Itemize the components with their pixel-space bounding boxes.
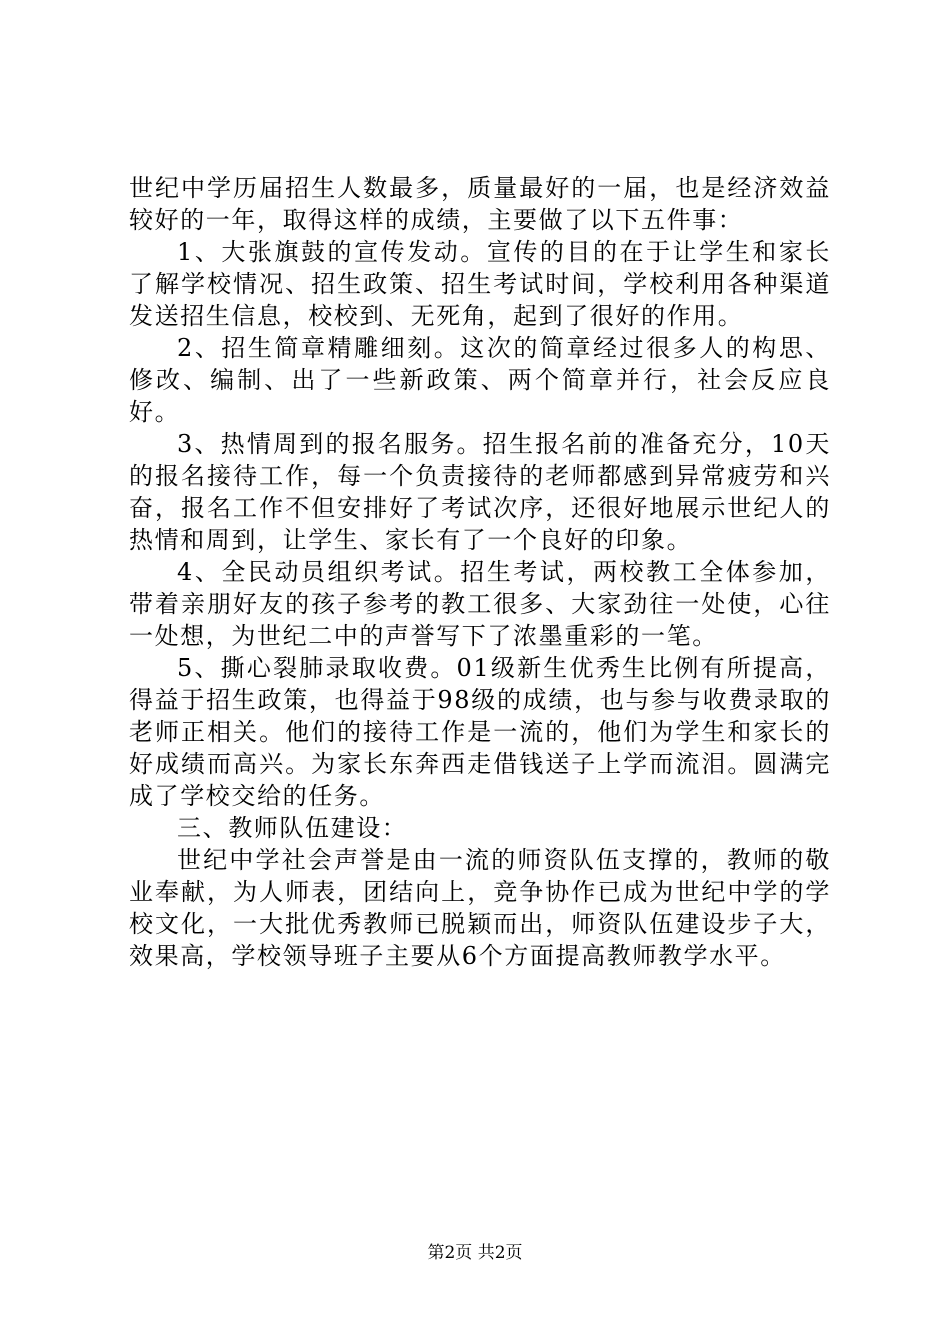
paragraph-intro: 世纪中学历届招生人数最多，质量最好的一届，也是经济效益较好的一年，取得这样的成绩，主要做了以下五件事：: [129, 174, 831, 234]
page-number-label: 第2页 共2页: [427, 1243, 523, 1263]
paragraph-teachers: 世纪中学社会声誉是由一流的师资队伍支撑的，教师的敬业奉献，为人师表，团结向上，竞争协作已成为世纪中学的学校文化，一大批优秀教师已脱颖而出，师资队伍建设步子大，效果高，学校领导班子主要从6个方面提高教师教学水平。: [129, 846, 831, 970]
section-heading-teachers: 三、教师队伍建设：: [177, 814, 408, 842]
paragraph-item-4: 4、全民动员组织考试。招生考试，两校教工全体参加，带着亲朋好友的孩子参考的教工很多、大家劲往一处使，心往一处想，为世纪二中的声誉写下了浓墨重彩的一笔。: [129, 558, 831, 650]
paragraph-item-1: 1、大张旗鼓的宣传发动。宣传的目的在于让学生和家长了解学校情况、招生政策、招生考试时间，学校利用各种渠道发送招生信息，校校到、无死角，起到了很好的作用。: [129, 238, 831, 330]
page-footer: [0, 1242, 950, 1264]
document-body: [129, 172, 831, 972]
paragraph-item-5: 5、撕心裂肺录取收费。01级新生优秀生比例有所提高，得益于招生政策，也得益于98级的成绩，也与参与收费录取的老师正相关。他们的接待工作是一流的，他们为学生和家长的好成绩而高兴。为家长东奔西走借钱送子上学而流泪。圆满完成了学校交给的任务。: [129, 654, 831, 810]
paragraph-item-3: 3、热情周到的报名服务。招生报名前的准备充分，10天的报名接待工作，每一个负责接待的老师都感到异常疲劳和兴奋，报名工作不但安排好了考试次序，还很好地展示世纪人的热情和周到，让学生、家长有了一个良好的印象。: [129, 430, 831, 554]
paragraph-item-2: 2、招生简章精雕细刻。这次的简章经过很多人的构思、修改、编制、出了一些新政策、两个简章并行，社会反应良好。: [129, 334, 831, 426]
